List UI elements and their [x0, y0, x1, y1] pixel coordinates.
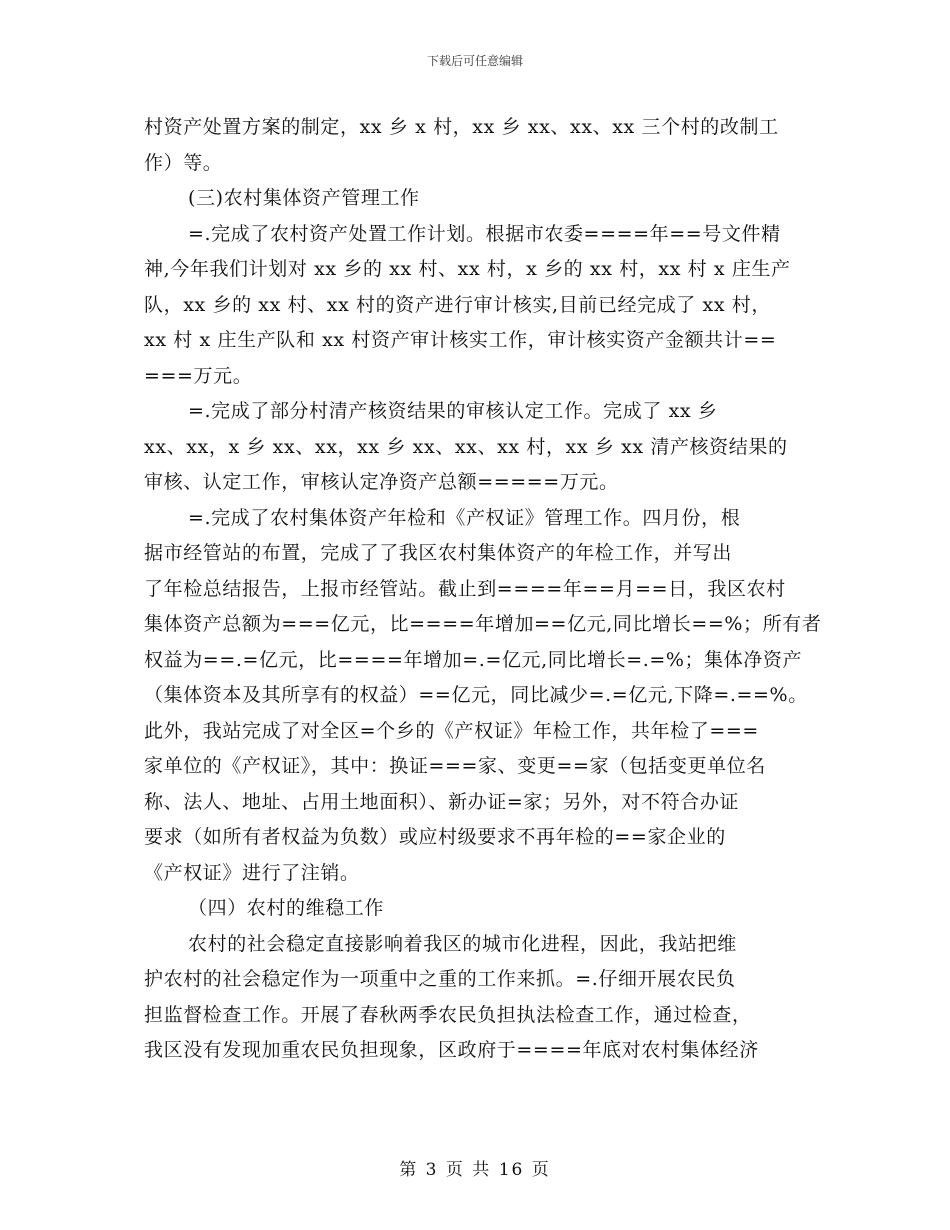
- body-line: xx 村 x 庄生产队和 xx 村资产审计核实工作，审计核实资产金额共计==: [144, 329, 777, 351]
- body-line: 家单位的《产权证》，其中：换证===家、变更==家（包括变更单位名: [144, 755, 766, 777]
- body-line: 村资产处置方案的制定，xx 乡 x 村，xx 乡 xx、xx、xx 三个村的改制工: [144, 116, 779, 138]
- section-heading: (三)农村集体资产管理工作: [188, 187, 420, 209]
- section-heading: （四）农村的维稳工作: [188, 897, 385, 919]
- body-line: 我区没有发现加重农民负担现象，区政府于====年底对农村集体经济: [144, 1039, 759, 1061]
- body-line: 了年检总结报告，上报市经管站。截止到====年==月==日，我区农村: [144, 577, 786, 600]
- body-line: =.完成了部分村清产核资结果的审核认定工作。完成了 xx 乡: [188, 400, 718, 422]
- page-header: 下载后可任意编辑: [426, 54, 523, 68]
- body-line: 集体资产总额为===亿元，比====年增加==亿元,同比增长==%；所有者: [144, 613, 822, 635]
- body-line: 称、法人、地址、占用土地面积）、新办证=家；另外，对不符合办证: [144, 790, 740, 813]
- body-line: 《产权证》进行了注销。: [144, 861, 360, 884]
- body-line: 据市经管站的布置，完成了了我区农村集体资产的年检工作，并写出: [144, 542, 733, 564]
- body-line: 权益为==.=亿元，比====年增加=.=亿元,同比增长=.=%；集体净资产: [144, 648, 803, 671]
- page-footer: 第 3 页 共 16 页: [399, 1160, 551, 1180]
- body-line: 此外，我站完成了对全区=个乡的《产权证》年检工作，共年检了===: [144, 719, 759, 742]
- body-line: 神,今年我们计划对 xx 乡的 xx 村、xx 村，x 乡的 xx 村，xx 村 x 庄生产: [144, 258, 791, 280]
- body-line: （集体资本及其所享有的权益）==亿元，同比减少=.=亿元,下降=.==%。: [144, 684, 808, 706]
- body-line: 担监督检查工作。开展了春秋两季农民负担执法检查工作，通过检查，: [144, 1003, 752, 1026]
- body-line: 审核、认定工作，审核认定净资产总额=====万元。: [144, 471, 619, 493]
- body-line: ===万元。: [144, 364, 253, 387]
- body-line: 要求（如所有者权益为负数）或应村级要求不再年检的==家企业的: [144, 826, 726, 848]
- body-line: 队，xx 乡的 xx 村、xx 村的资产进行审计核实,目前已经完成了 xx 村，: [144, 293, 772, 316]
- body-line: 农村的社会稳定直接影响着我区的城市化进程，因此，我站把维: [188, 932, 737, 955]
- body-line: xx、xx，x 乡 xx、xx，xx 乡 xx、xx、xx 村，xx 乡 xx 清产核资结果的: [144, 435, 788, 458]
- body-line: =.完成了农村资产处置工作计划。根据市农委====年==号文件精: [188, 222, 781, 245]
- body-line: 护农村的社会稳定作为一项重中之重的工作来抓。=.仔细开展农民负: [144, 968, 736, 990]
- body-line: =.完成了农村集体资产年检和《产权证》管理工作。四月份，根: [188, 506, 741, 529]
- body-line: 作）等。: [144, 151, 223, 174]
- document-body: [144, 110, 822, 1069]
